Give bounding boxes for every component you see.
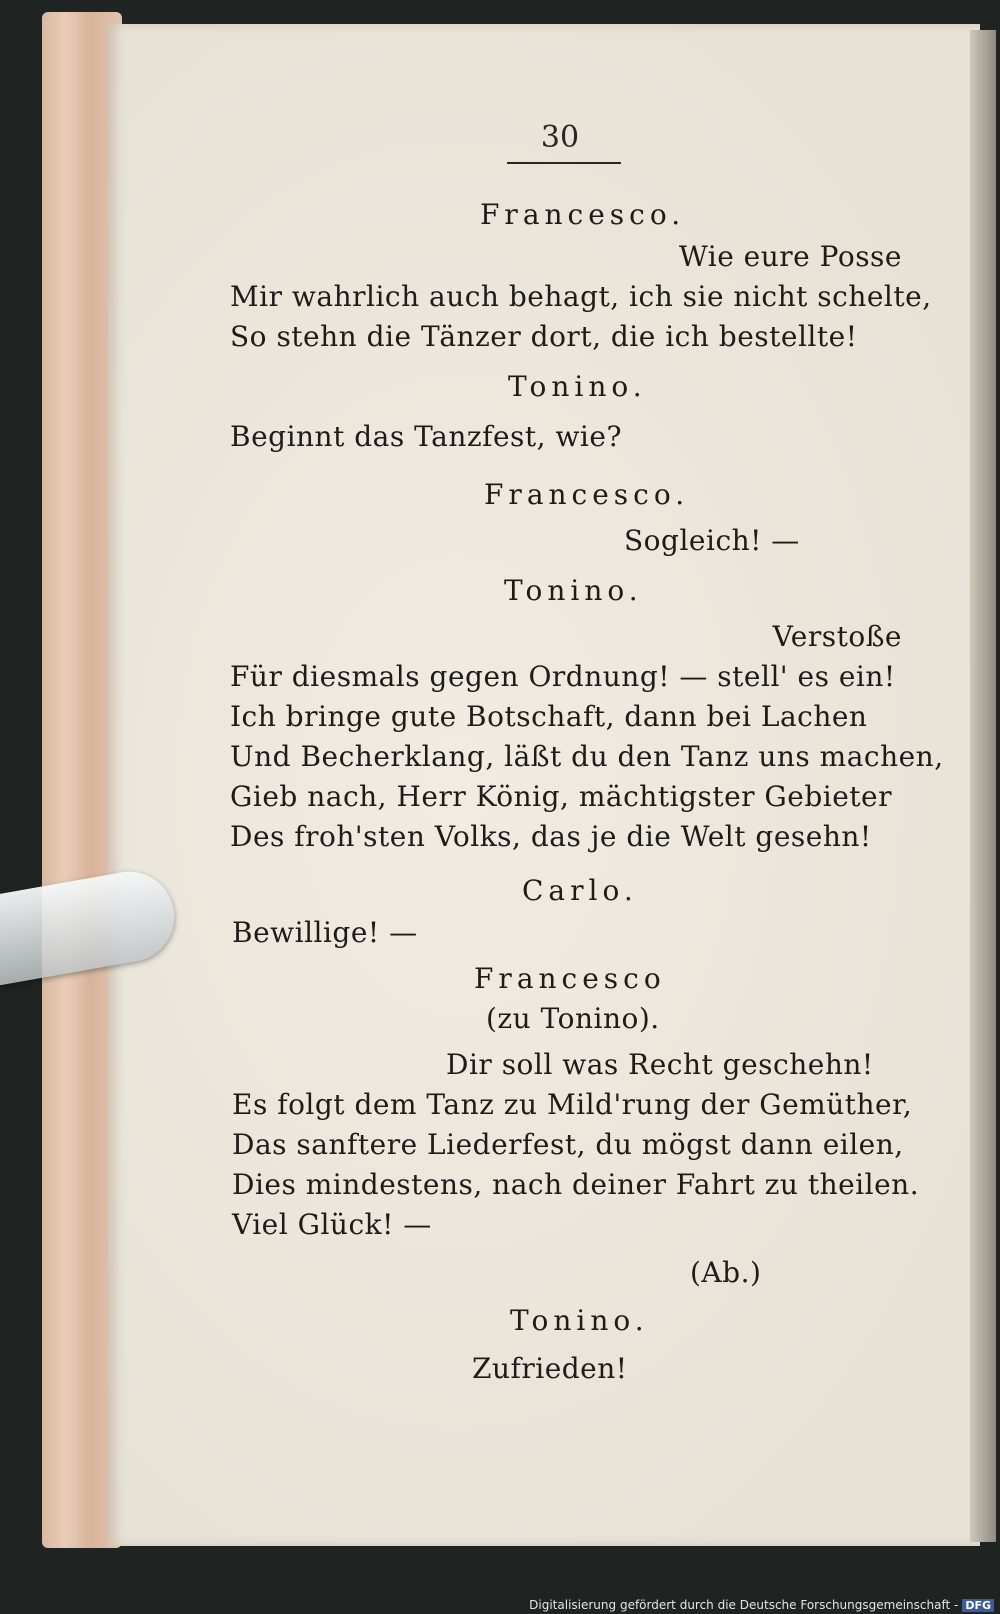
page-number-rule: [507, 162, 621, 164]
text-line: Zufrieden!: [472, 1352, 628, 1385]
text-line: So stehn die Tänzer dort, die ich bestellte!: [230, 320, 858, 353]
stage-direction: (Ab.): [690, 1256, 762, 1289]
speaker-francesco: Francesco: [474, 962, 666, 995]
text-line: Und Becherklang, läßt du den Tanz uns machen,: [230, 740, 944, 773]
credit-text: Digitalisierung gefördert durch die Deutsche Forschungsgemeinschaft -: [529, 1598, 959, 1612]
speaker-francesco: Francesco.: [484, 478, 690, 511]
text-line: Verstoße: [772, 620, 902, 653]
text-line: Dies mindestens, nach deiner Fahrt zu theilen.: [232, 1168, 920, 1201]
speaker-francesco: Francesco.: [480, 198, 686, 231]
stage-direction: (zu Tonino).: [486, 1002, 660, 1035]
speaker-carlo: Carlo.: [522, 874, 638, 907]
page-number: 30: [540, 120, 580, 155]
text-line: Mir wahrlich auch behagt, ich sie nicht schelte,: [230, 280, 932, 313]
digitization-credit: [529, 1598, 994, 1612]
text-line: Ich bringe gute Botschaft, dann bei Lachen: [230, 700, 868, 733]
text-line: Sogleich! —: [624, 524, 800, 557]
text-line: Das sanftere Liederfest, du mögst dann eilen,: [232, 1128, 904, 1161]
text-line: Bewillige! —: [232, 916, 418, 949]
text-line: Beginnt das Tanzfest, wie?: [230, 420, 622, 453]
text-line: Es folgt dem Tanz zu Mild'rung der Gemüther,: [232, 1088, 913, 1121]
text-line: Dir soll was Recht geschehn!: [446, 1048, 874, 1081]
dfg-logo: DFG: [962, 1599, 994, 1612]
speaker-tonino: Tonino.: [508, 370, 647, 403]
text-line: Wie eure Posse: [678, 240, 902, 273]
text-line: Gieb nach, Herr König, mächtigster Gebieter: [230, 780, 893, 813]
text-line: Für diesmals gegen Ordnung! — stell' es ein!: [230, 660, 896, 693]
page-gutter-shadow: [970, 30, 996, 1542]
text-line: Des froh'sten Volks, das je die Welt gesehn!: [230, 820, 872, 853]
speaker-tonino: Tonino.: [504, 574, 643, 607]
text-line: Viel Glück! —: [232, 1208, 432, 1241]
speaker-tonino: Tonino.: [510, 1304, 649, 1337]
